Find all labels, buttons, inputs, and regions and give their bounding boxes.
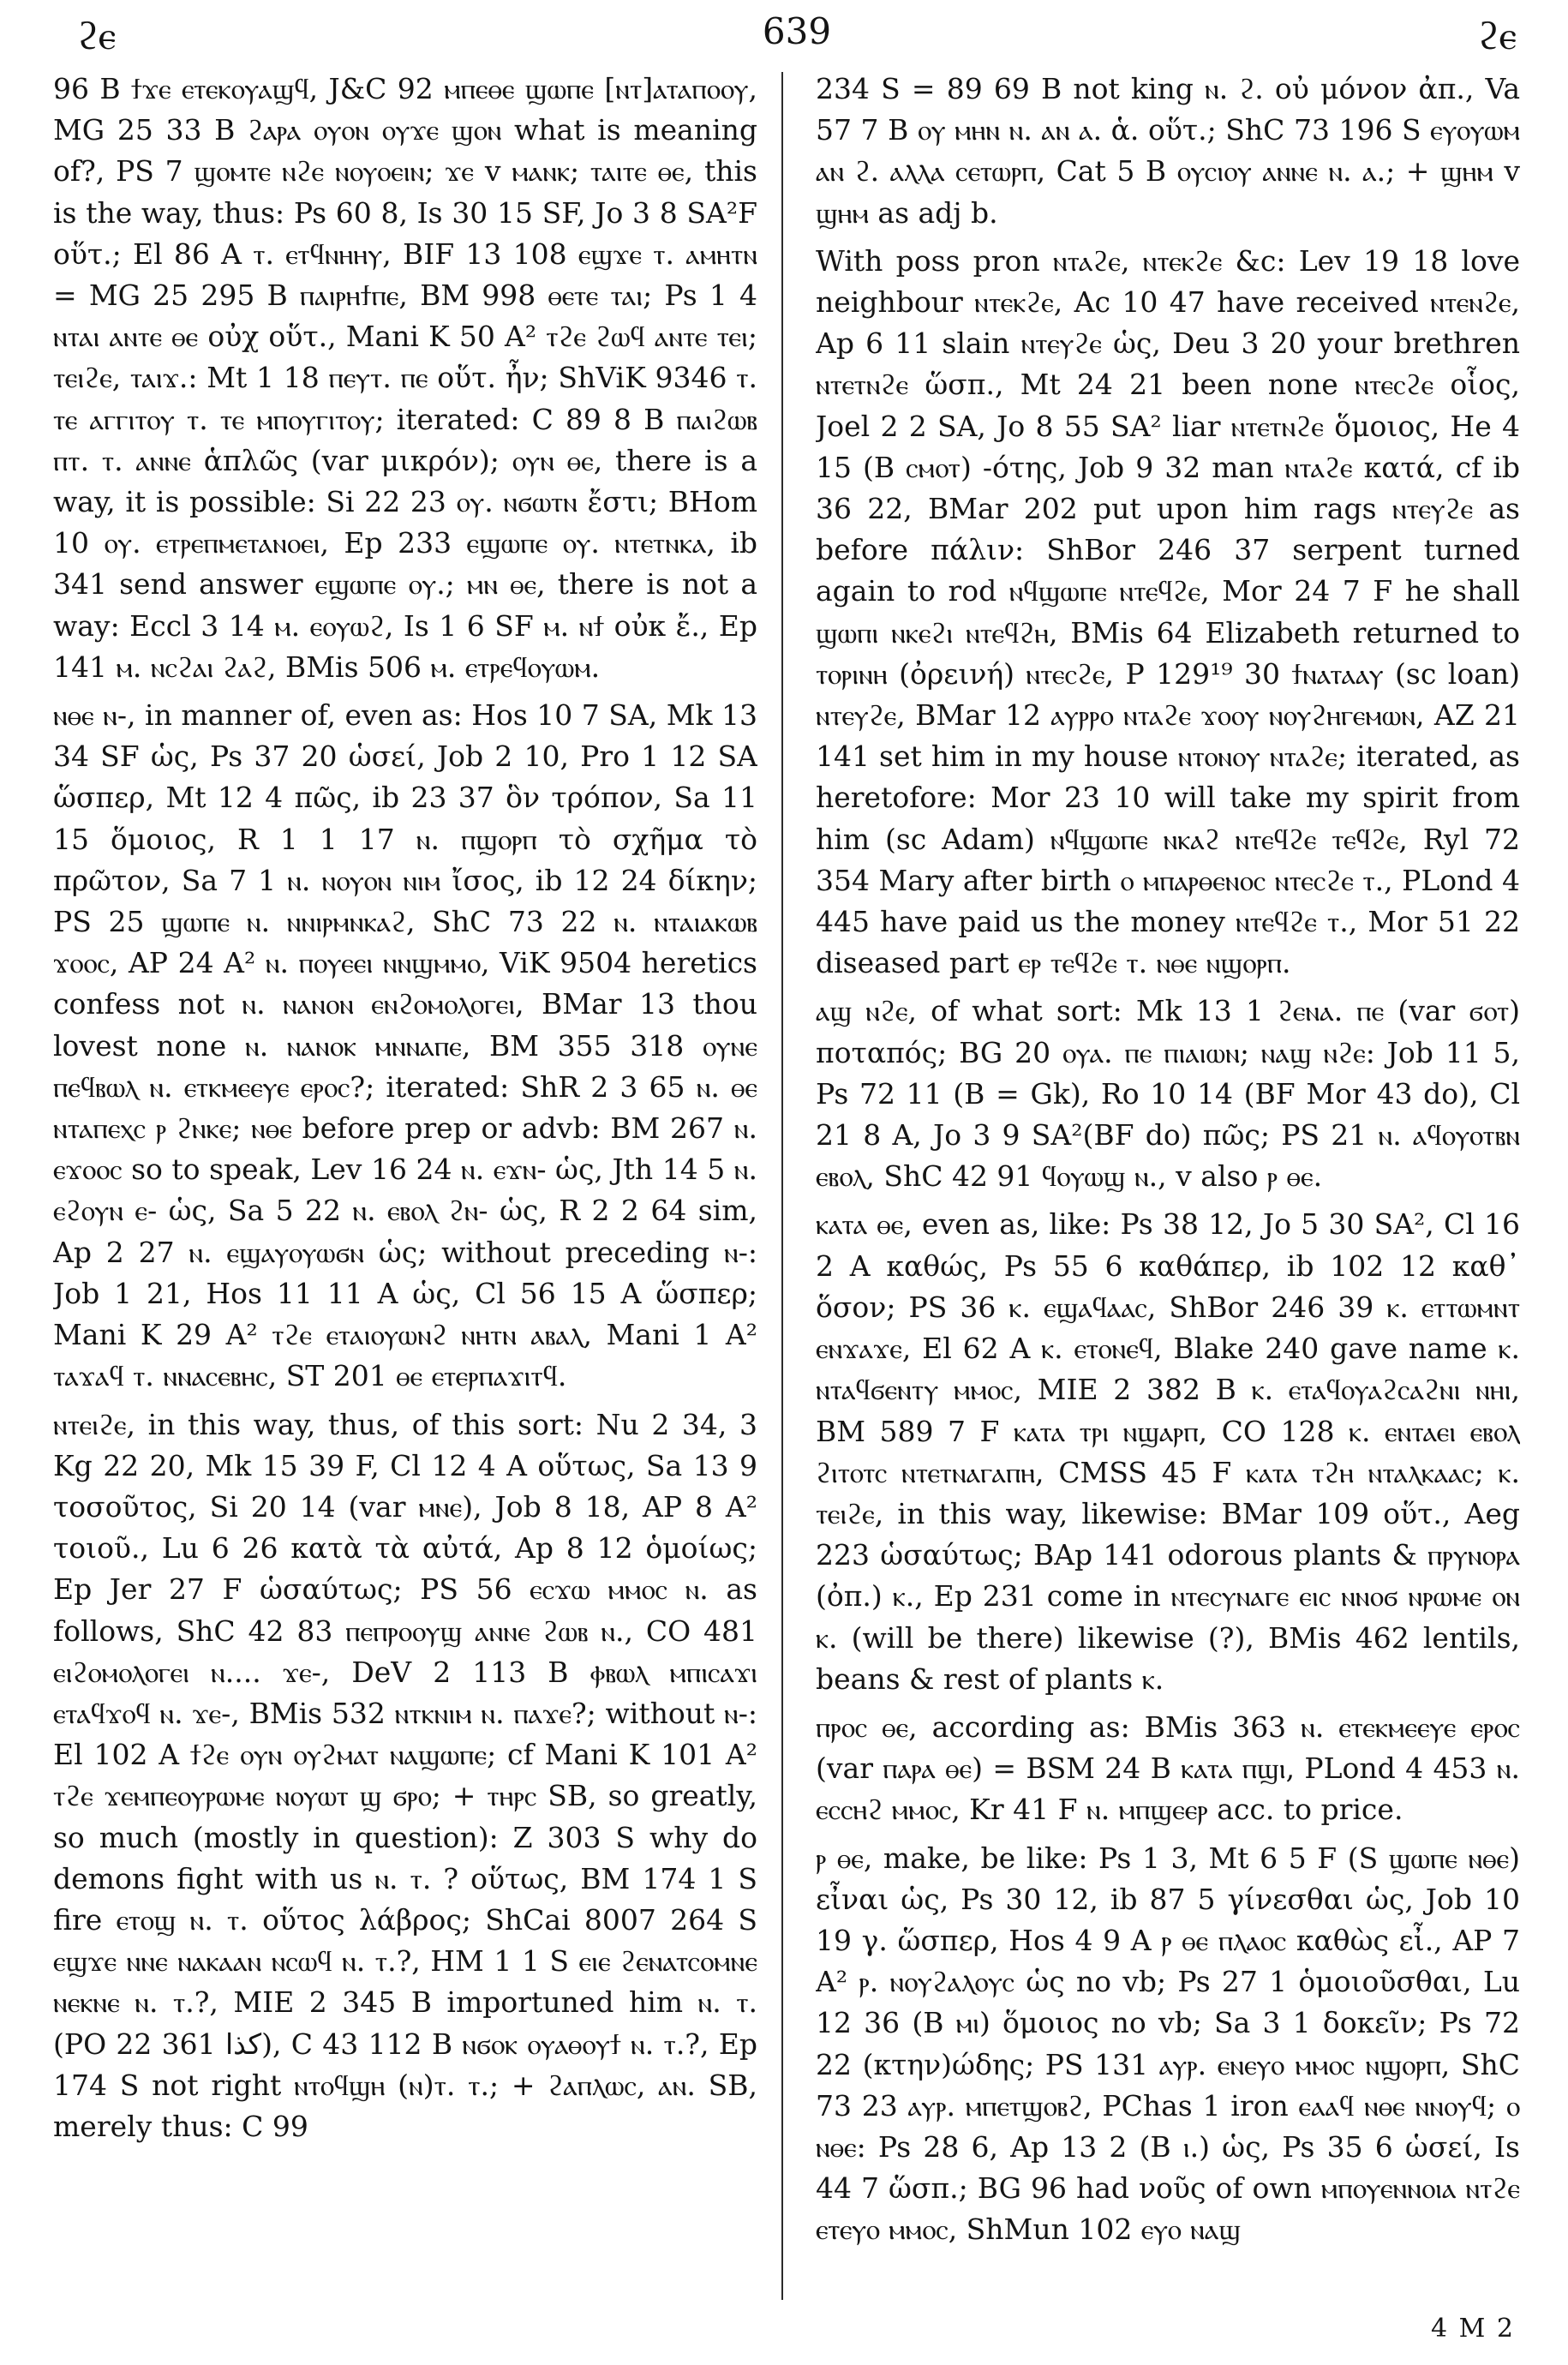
entry-paragraph: 234 S = 89 69 B not king ⲛ. ϩ. οὐ μόνον ἀπ., Va 57 7 B ⲟⲩ ⲙⲏⲛ ⲛ. ⲁⲛ ⲁ. ἁ. οὕτ.; ShC 73 196 S ⲉⲩⲟⲩⲱⲙ ⲁⲛ ϩ. ⲁⲗⲗⲁ ⲥⲉⲧⲱⲣⲡ, Cat 5 B ⲟⲩⲥⲓⲟⲩ ⲁⲛⲛⲉ ⲛ. ⲁ.; + ϣⲏⲙ v ϣⲏⲙ as adj b. [816,72,1520,230]
running-head-right: ϩⲉ [1477,12,1517,58]
entry-paragraph: ⲕⲁⲧⲁ ⲑⲉ, even as, like: Ps 38 12, Jo 5 30 SA², Cl 16 2 A καθώς, Ps 55 6 καθάπερ, ib 102 12 καθ᾽ ὅσον; PS 36 ⲕ. ⲉϣⲁϥⲁⲁⲥ, ShBor 246 39 ⲕ. ⲉⲧⲧⲱⲙⲛⲧ ⲉⲛϫⲁϫⲉ, El 62 A ⲕ. ⲉⲧⲟⲛⲉϥ, Blake 240 gave name ⲕ. ⲛⲧⲁϥϭⲉⲛⲧⲩ ⲙⲙⲟⲥ, MIE 2 382 B ⲕ. ⲉⲧⲁϥⲟⲩⲁϩⲥⲁϩⲛⲓ ⲛⲏⲓ, BM 589 7 F ⲕⲁⲧⲁ ⲧⲣⲓ ⲛϣⲁⲣⲡ, CO 128 ⲕ. ⲉⲛⲧⲁⲉⲓ ⲉⲃⲟⲗ ϩⲓⲧⲟⲧⲥ ⲛⲧⲉⲧⲛⲁⲅⲁⲡⲏ, CMSS 45 F ⲕⲁⲧⲁ ⲧϩⲏ ⲛⲧⲁⲗⲕⲁⲁⲥ; ⲕ. ⲧⲉⲓϩⲉ, in this way, likewise: BMar 109 οὕτ., Aeg 223 ὡσαύτως; BAp 141 odorous plants & ⲡⲣⲩⲛⲟⲣⲁ (ὀπ.) ⲕ., Ep 231 come in ⲛⲧⲉⲥⲩⲛⲁⲅⲉ ⲉⲓⲥ ⲛⲛⲟϭ ⲛⲣⲱⲙⲉ ⲟⲛ ⲕ. (will be there) likewise (?), BMis 462 lentils, beans & rest of plants ⲕ. [816,1207,1520,1696]
entry-paragraph: ⲣ ⲑⲉ, make, be like: Ps 1 3, Mt 6 5 F (S ϣⲱⲡⲉ ⲛⲑⲉ) εἶναι ὡς, Ps 30 12, ib 87 5 γίνεσθαι ὡς, Job 10 19 γ. ὥσπερ, Hos 4 9 A ⲣ ⲑⲉ ⲡⲗⲁⲟⲥ καθὼς εἶ., AP 7 A² ⲣ. ⲛⲟⲩϩⲁⲗⲟⲩⲥ ὡς no vb; Ps 27 1 ὁμοιοῦσθαι, Lu 12 36 (B ⲙⲓ) ὅμοιος no vb; Sa 3 1 δοκεῖν; Ps 72 22 (κτην)ώδης; PS 131 ⲁⲩⲣ. ⲉⲛⲉⲩⲟ ⲙⲙⲟⲥ ⲛϣⲟⲣⲡ, ShC 73 23 ⲁⲩⲣ. ⲙⲡⲉⲧϣⲟⲃϩ, PChas 1 iron ⲉⲁⲁϥ ⲛⲑⲉ ⲛⲛⲟⲩϥ; ⲟ ⲛⲑⲉ: Ps 28 6, Ap 13 2 (B ⲓ.) ὡς, Ps 35 6 ὡσεί, Is 44 7 ὥσπ.; BG 96 had νοῦς of own ⲙⲡⲟⲩⲉⲛⲛⲟⲓⲁ ⲛⲧϩⲉ ⲉⲧⲉⲩⲟ ⲙⲙⲟⲥ, ShMun 102 ⲉⲩⲟ ⲛⲁϣ [816,1841,1520,2247]
entry-paragraph: 96 B ϯϫⲉ ⲉⲧⲉⲕⲟⲩⲁϣϥ, J&C 92 ⲙⲡⲉⲑⲉ ϣⲱⲡⲉ [ⲛⲧ]ⲁⲧⲁⲡⲟⲟⲩ, MG 25 33 B ϩⲁⲣⲁ ⲟⲩⲟⲛ ⲟⲩϫⲉ ϣⲟⲛ what is meaning of?, PS 7 ϣⲟⲙⲧⲉ ⲛϩⲉ ⲛⲟⲩⲟⲉⲓⲛ; ϫⲉ v ⲙⲁⲛⲕ; ⲧⲁⲓⲧⲉ ⲑⲉ, this is the way, thus: Ps 60 8, Is 30 15 SF, Jo 3 8 SA²F οὕτ.; El 86 A ⲧ. ⲉⲧϥⲛⲏⲏⲩ, BIF 13 108 ⲉϣϫⲉ ⲧ. ⲁⲙⲏⲧⲛ = MG 25 295 B ⲡⲁⲓⲣⲏϯⲡⲉ, BM 998 ⲑⲉⲧⲉ ⲧⲁⲓ; Ps 1 4 ⲛⲧⲁⲓ ⲁⲛⲧⲉ ⲑⲉ οὐχ οὕτ., Mani K 50 A² ⲧϩⲉ ϩⲱϥ ⲁⲛⲧⲉ ⲧⲉⲓ; ⲧⲉⲓϩⲉ, ⲧⲁⲓϫ.: Mt 1 18 ⲡⲉⲩⲧ. ⲡⲉ οὕτ. ἦν; ShViK 9346 ⲧ. ⲧⲉ ⲁⲅⲅⲓⲧⲟⲩ ⲧ. ⲧⲉ ⲙⲡⲟⲩⲅⲓⲧⲟⲩ; iterated: C 89 8 B ⲡⲁⲓϩⲱⲃ ⲡⲧ. ⲧ. ⲁⲛⲛⲉ ἁπλῶς (var μικρόν); ⲟⲩⲛ ⲑⲉ, there is a way, it is possible: Si 22 23 ⲟⲩ. ⲛϭⲱⲧⲛ ἔστι; BHom 10 ⲟⲩ. ⲉⲧⲣⲉⲡⲙⲉⲧⲁⲛⲟⲉⲓ, Ep 233 ⲉϣⲱⲡⲉ ⲟⲩ. ⲛⲧⲉⲧⲛⲕⲁ, ib 341 send answer ⲉϣⲱⲡⲉ ⲟⲩ.; ⲙⲛ ⲑⲉ, there is not a way: Eccl 3 14 ⲙ. ⲉⲟⲩⲱϩ, Is 1 6 SF ⲙ. ⲛϯ οὐκ ἔ., Ep 141 ⲙ. ⲛⲥϩⲁⲓ ϩⲁϩ, BMis 506 ⲙ. ⲉⲧⲣⲉϥⲟⲩⲱⲙ. [53,72,757,684]
entry-paragraph: ⲡⲣⲟⲥ ⲑⲉ, according as: BMis 363 ⲛ. ⲉⲧⲉⲕⲙⲉⲉⲩⲉ ⲉⲣⲟⲥ (var ⲡⲁⲣⲁ ⲑⲉ) = BSM 24 B ⲕⲁⲧⲁ ⲡϣⲓ, PLond 4 453 ⲛ. ⲉⲥⲥⲏϩ ⲙⲙⲟⲥ, Kr 41 F ⲛ. ⲙⲡϣⲉⲉⲣ acc. to price. [816,1709,1520,1827]
entry-paragraph: With poss pron ⲛⲧⲁϩⲉ, ⲛⲧⲉⲕϩⲉ &c: Lev 19 18 love neighbour ⲛⲧⲉⲕϩⲉ, Ac 10 47 have received ⲛⲧⲉⲛϩⲉ, Ap 6 11 slain ⲛⲧⲉⲩϩⲉ ὡς, Deu 3 20 your brethren ⲛⲧⲉⲧⲛϩⲉ ὥσπ., Mt 24 21 been none ⲛⲧⲉⲥϩⲉ οἷος, Joel 2 2 SA, Jo 8 55 SA² liar ⲛⲧⲉⲧⲛϩⲉ ὅμοιος, He 4 15 (B ⲥⲙⲟⲧ) -ότης, Job 9 32 man ⲛⲧⲁϩⲉ κατά, cf ib 36 22, BMar 202 put upon him rags ⲛⲧⲉⲩϩⲉ as before πάλιν: ShBor 246 37 serpent turned again to rod ⲛϥϣⲱⲡⲉ ⲛⲧⲉϥϩⲉ, Mor 24 7 F he shall ϣⲱⲡⲓ ⲛⲕⲉϩⲓ ⲛⲧⲉϥϩⲏ, BMis 64 Elizabeth returned to ⲧⲟⲣⲓⲛⲏ (ὀρεινή) ⲛⲧⲉⲥϩⲉ, P 129¹⁹ 30 ϯⲛⲁⲧⲁⲁⲩ (sc loan) ⲛⲧⲉⲩϩⲉ, BMar 12 ⲁⲩⲣⲣⲟ ⲛⲧⲁϩⲉ ϫⲟⲟⲩ ⲛⲟⲩϩⲏⲅⲉⲙⲱⲛ, AZ 21 141 set him in my house ⲛⲧⲟⲛⲟⲩ ⲛⲧⲁϩⲉ; iterated, as heretofore: Mor 23 10 will take my spirit from him (sc Adam) ⲛϥϣⲱⲡⲉ ⲛⲕⲁϩ ⲛⲧⲉϥϩⲉ ⲧⲉϥϩⲉ, Ryl 72 354 Mary after birth ⲟ ⲙⲡⲁⲣⲑⲉⲛⲟⲥ ⲛⲧⲉⲥϩⲉ ⲧ., PLond 4 445 have paid us the money ⲛⲧⲉϥϩⲉ ⲧ., Mor 51 22 diseased part ⲉⲣ ⲧⲉϥϩⲉ ⲧ. ⲛⲑⲉ ⲛϣⲟⲣⲡ. [816,243,1520,980]
printer-signature: 4 M 2 [1431,2314,1515,2344]
right-column [816,69,1520,2296]
left-column [53,69,757,2296]
entry-paragraph: ⲛⲑⲉ ⲛ-, in manner of, even as: Hos 10 7 SA, Mk 13 34 SF ὡς, Ps 37 20 ὡσεί, Job 2 10, Pro 1 12 SA ὥσπερ, Mt 12 4 πῶς, ib 23 37 ὃν τρόπον, Sa 11 15 ὅμοιος, R 1 1 17 ⲛ. ⲡϣⲟⲣⲡ τὸ σχῆμα τὸ πρῶτον, Sa 7 1 ⲛ. ⲛⲟⲩⲟⲛ ⲛⲓⲙ ἴσος, ib 12 24 δίκην; PS 25 ϣⲱⲡⲉ ⲛ. ⲛⲛⲓⲣⲙⲛⲕⲁϩ, ShC 73 22 ⲛ. ⲛⲧⲁⲓⲁⲕⲱⲃ ϫⲟⲟⲥ, AP 24 A² ⲛ. ⲡⲟⲩⲉⲉⲓ ⲛⲛϣⲙⲙⲟ, ViK 9504 heretics confess not ⲛ. ⲛⲁⲛⲟⲛ ⲉⲛϩⲟⲙⲟⲗⲟⲅⲉⲓ, BMar 13 thou lovest none ⲛ. ⲛⲁⲛⲟⲕ ⲙⲛⲛⲁⲡⲉ, BM 355 318 ⲟⲩⲛⲉ ⲡⲉϥⲃⲱⲗ ⲛ. ⲉⲧⲕⲙⲉⲉⲩⲉ ⲉⲣⲟⲥ?; iterated: ShR 2 3 65 ⲛ. ⲑⲉ ⲛⲧⲁⲡⲉⲭⲥ ⲣ ϩⲛⲕⲉ; ⲛⲑⲉ before prep or advb: BM 267 ⲛ. ⲉϫⲟⲟⲥ so to speak, Lev 16 24 ⲛ. ⲉϫⲛ- ὡς, Jth 14 5 ⲛ. ⲉϩⲟⲩⲛ ⲉ- ὡς, Sa 5 22 ⲛ. ⲉⲃⲟⲗ ϩⲛ- ὡς, R 2 2 64 sim, Ap 2 27 ⲛ. ⲉϣⲁⲩⲟⲩⲱϭⲛ ὡς; without preceding ⲛ-: Job 1 21, Hos 11 11 A ὡς, Cl 56 15 A ὥσπερ; Mani K 29 A² ⲧϩⲉ ⲉⲧⲁⲓⲟⲩⲱⲛϩ ⲛⲏⲧⲛ ⲁⲃⲁⲗ, Mani 1 A² ⲧⲁϫⲁϥ ⲧ. ⲛⲛⲁⲥⲉⲃⲏⲥ, ST 201 ⲑⲉ ⲉⲧⲉⲣⲡⲁϫⲓⲧϥ. [53,698,757,1393]
page-header [77,7,1517,67]
running-head-left: ϩⲉ [77,12,117,58]
entry-paragraph: ⲛⲧⲉⲓϩⲉ, in this way, thus, of this sort: Nu 2 34, 3 Kg 22 20, Mk 15 39 F, Cl 12 4 A οὕτως, Sa 13 9 τοσοῦτος, Si 20 14 (var ⲙⲛⲉ), Job 8 18, AP 8 A² τοιοῦ., Lu 6 26 κατὰ τὰ αὐτά, Ap 8 12 ὁμοίως; Ep Jer 27 F ὡσαύτως; PS 56 ⲉⲥϫⲱ ⲙⲙⲟⲥ ⲛ. as follows, ShC 42 83 ⲡⲉⲡⲣⲟⲟⲩϣ ⲁⲛⲛⲉ ϩⲱⲃ ⲛ., CO 481 ⲉⲓϩⲟⲙⲟⲗⲟⲅⲉⲓ ⲛ.... ϫⲉ-, DeV 2 113 B ⲫⲃⲱⲗ ⲙⲡⲓⲥⲁϫⲓ ⲉⲧⲁϥϫⲟϥ ⲛ. ϫⲉ-, BMis 532 ⲛⲧⲕⲛⲓⲙ ⲛ. ⲡⲁϫⲉ?; without ⲛ-: El 102 A ϯϩⲉ ⲟⲩⲛ ⲟⲩϩⲙⲁⲧ ⲛⲁϣⲱⲡⲉ; cf Mani K 101 A² ⲧϩⲉ ϫⲉⲙⲡⲉⲟⲩⲣⲱⲙⲉ ⲛⲟⲩⲱⲧ ϣ ϭⲣⲟ; + ⲧⲏⲣⲥ SB, so greatly, so much (mostly in question): Z 303 S why do demons fight with us ⲛ. ⲧ. ? οὕτως, BM 174 1 S fire ⲉⲧⲟϣ ⲛ. ⲧ. οὕτος λάβρος; ShCai 8007 264 S ⲉϣϫⲉ ⲛⲛⲉ ⲛⲁⲕⲁⲁⲛ ⲛⲥⲱϥ ⲛ. ⲧ.?, HM 1 1 S ⲉⲓⲉ ϩⲉⲛⲁⲧⲥⲟⲙⲛⲉ ⲛⲉⲕⲛⲉ ⲛ. ⲧ.?, MIE 2 345 B importuned him ⲛ. ⲧ. (PO 22 361 كذا), C 43 112 B ⲛϭⲟⲕ ⲟⲩⲁⲑⲟⲩϯ ⲛ. ⲧ.?, Ep 174 S not right ⲛⲧⲟϥϣⲏ (ⲛ)ⲧ. ⲧ.; + ϩⲁⲡⲗⲱⲥ, ⲁⲛ. SB, merely thus: C 99 [53,1407,757,2143]
column-divider [781,72,783,2300]
page-number: 639 [762,10,832,52]
entry-paragraph: ⲁϣ ⲛϩⲉ, of what sort: Mk 13 1 ϩⲉⲛⲁ. ⲡⲉ (var ϭⲟⲧ) ποταπός; BG 20 ⲟⲩⲁ. ⲡⲉ ⲡⲓⲁⲓⲱⲛ; ⲛⲁϣ ⲛϩⲉ: Job 11 5, Ps 72 11 (B = Gk), Ro 10 14 (BF Mor 43 do), Cl 21 8 A, Jo 3 9 SA²(BF do) πῶς; PS 21 ⲛ. ⲁϥⲟⲩⲟⲧⲃⲛ ⲉⲃⲟⲗ, ShC 42 91 ϥⲟⲩⲱϣ ⲛ., v also ⲣ ⲑⲉ. [816,994,1520,1194]
